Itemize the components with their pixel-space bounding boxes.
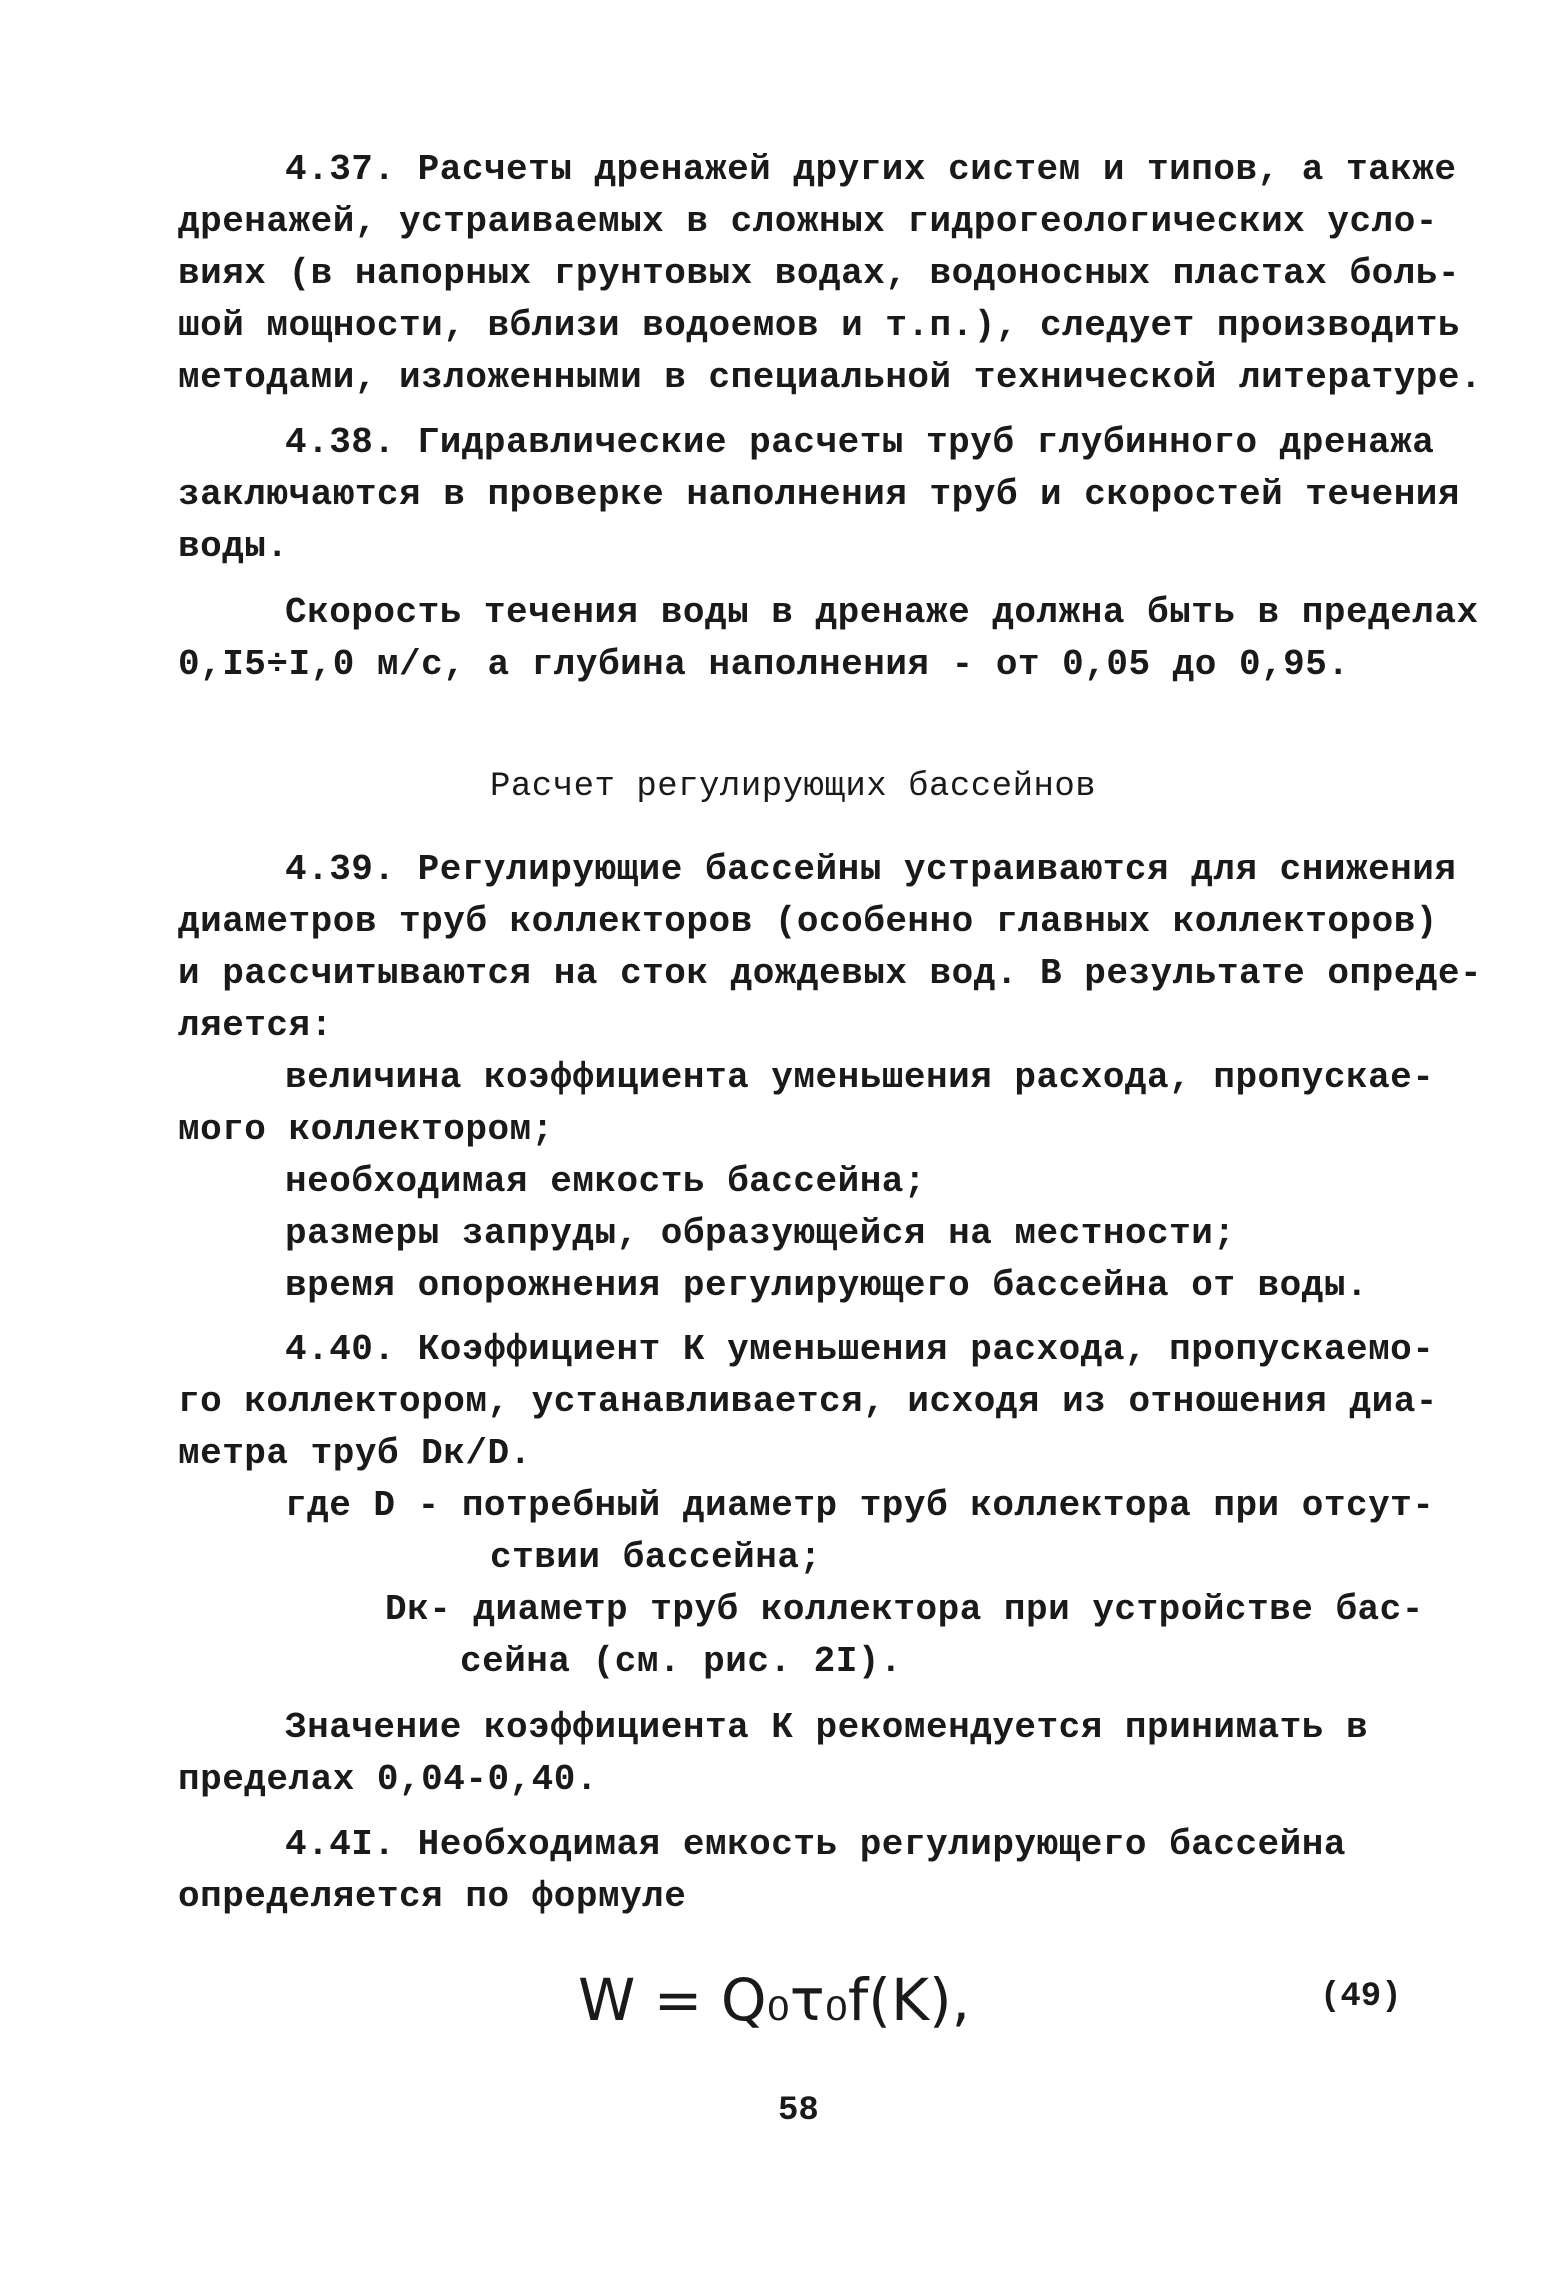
speed-line-2: 0,I5÷I,0 м/с, а глубина наполнения - от 0,05 до 0,95. <box>178 644 1350 685</box>
p440-line-2: го коллектором, устанавливается, исходя из отношения диа- <box>178 1381 1438 1422</box>
p437-line-5: методами, изложенными в специальной технической литературе. <box>178 357 1483 398</box>
p437-line-1: 4.37. Расчеты дренажей других систем и типов, а также <box>285 149 1457 190</box>
p439-line-1: 4.39. Регулирующие бассейны устраиваются для снижения <box>285 849 1457 890</box>
where-line-4: сейна (см. рис. 2I). <box>460 1641 903 1682</box>
where-line-2: ствии бассейна; <box>490 1537 822 1578</box>
formula-49: W = Q₀τ₀f(K), <box>578 1966 971 2034</box>
equation-number: (49) <box>1320 1978 1402 2016</box>
p437-line-3: виях (в напорных грунтовых водах, водоносных пластах боль- <box>178 253 1461 294</box>
p438-line-2: заключаются в проверке наполнения труб и скоростей течения <box>178 474 1461 515</box>
page-number: 58 <box>778 2092 819 2130</box>
p441-line-1: 4.4I. Необходимая емкость регулирующего бассейна <box>285 1824 1346 1865</box>
p438-line-1: 4.38. Гидравлические расчеты труб глубинного дренажа <box>285 422 1435 463</box>
p440-line-3: метра труб Dк/D. <box>178 1433 532 1474</box>
where-line-1: где D - потребный диаметр труб коллектора при отсут- <box>285 1485 1435 1526</box>
list-item-1: величина коэффициента уменьшения расхода, пропускае- <box>285 1057 1435 1098</box>
list-item-2: необходимая емкость бассейна; <box>285 1161 927 1202</box>
list-item-4: время опорожнения регулирующего бассейна от воды. <box>285 1265 1369 1306</box>
p439-line-4: ляется: <box>178 1005 333 1046</box>
kvalue-line-2: пределах 0,04-0,40. <box>178 1759 598 1800</box>
p439-line-2: диаметров труб коллекторов (особенно главных коллекторов) <box>178 901 1438 942</box>
p439-line-3: и рассчитываются на сток дождевых вод. В результате опреде- <box>178 953 1483 994</box>
list-item-3: размеры запруды, образующейся на местности; <box>285 1213 1236 1254</box>
section-heading: Расчет регулирующих бассейнов <box>490 768 1097 806</box>
where-line-3: Dк- диаметр труб коллектора при устройстве бас- <box>385 1589 1424 1630</box>
p440-line-1: 4.40. Коэффициент К уменьшения расхода, пропускаемо- <box>285 1329 1435 1370</box>
kvalue-line-1: Значение коэффициента К рекомендуется принимать в <box>285 1707 1369 1748</box>
p437-line-4: шой мощности, вблизи водоемов и т.п.), следует производить <box>178 305 1461 346</box>
list-item-1-cont: мого коллектором; <box>178 1109 554 1150</box>
speed-line-1: Скорость течения воды в дренаже должна быть в пределах <box>285 592 1479 633</box>
p441-line-2: определяется по формуле <box>178 1876 687 1917</box>
p438-line-3: воды. <box>178 526 289 567</box>
p437-line-2: дренажей, устраиваемых в сложных гидрогеологических усло- <box>178 201 1438 242</box>
